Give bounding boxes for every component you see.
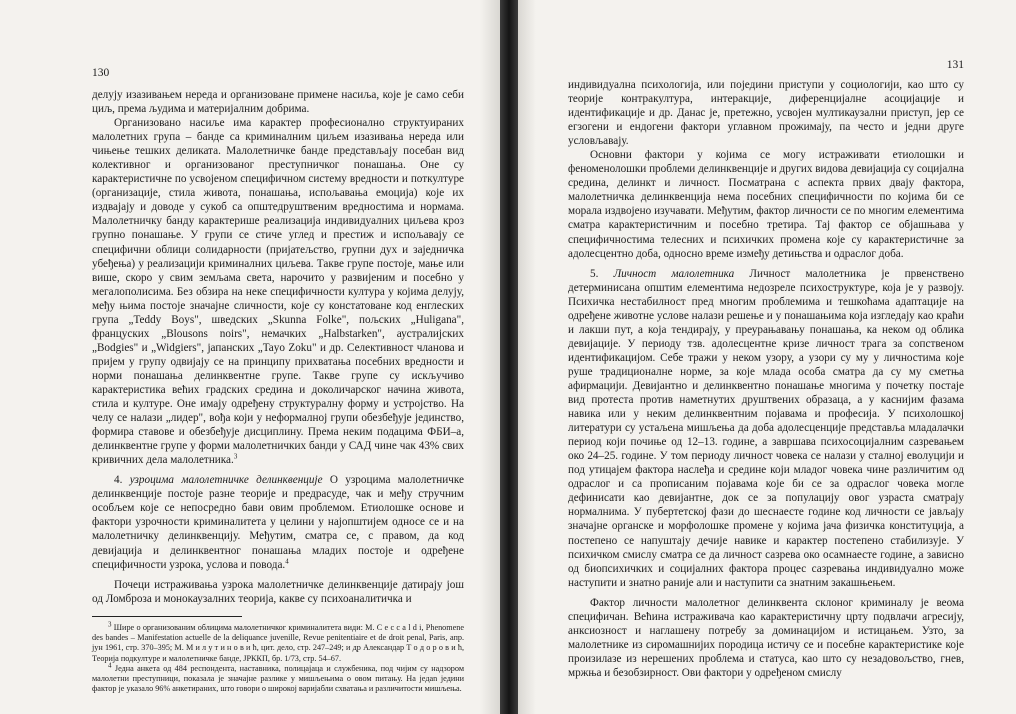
book-gutter [500, 0, 518, 714]
section-heading-italic: узроцима малолетничке делинквенције [129, 474, 323, 487]
paragraph: делују изазивањем нереда и организоване примене насиља, које је само себи циљ, према људима и материјалним добрима. [92, 89, 464, 116]
footnote-ref: 3 [233, 452, 238, 461]
footnote-ref: 4 [285, 556, 289, 565]
paragraph-personality [568, 267, 964, 590]
footnote-number: 4 [108, 661, 112, 670]
section-number: 5. [590, 267, 599, 280]
section-number: 4. [114, 474, 123, 487]
paragraph-text: Организовано насиље има карактер професионално структуираних малолетних група – банде са криминалним циљем изазивања нереда или чињење тешких деликата. Малолетничке банде представљају посебан вид колективног и организованог преступничког понашања. Оне су карактеристичне по усвојеном специфичном систему вредности и поткултуре (организације, стила живота, понашања, испољавања емоција) које их издвајају и доводе у сукоб са општедруштвеним вредностима и нормама. Малолетничку банду карактерише реализација индивидуалних циљева кроз групно понашање. У групи се стиче углед и престиж и испољавају се специфични облици солидарности (пријатељство, групни дух и заједничка убеђења) у реализацији криминалних циљева. Такве групе постоје, мање или више, скоро у свим земљама света, нарочито у развијеним и посебно у мегалополисима. Без обзира на неке специфичности култура у којима делују, међу њима постоје значајне сличности, које су констатоване код енглеских група „Teddy Boys", шведских „Skunna Folke", пољских „Huligana", француских „Blousons noirs", немачких „Halbstarken", аустралијских „Bodgies" и „Widgiers", јапанских „Tayo Zoku" и др. Селективност чланова и пријем у групу одвијају се на принципу прихватања посебних вредности и норми понашања делинквентне групе. Такве групе су искључиво карактеристика већих градских средина и доколичарског начина живота, стила и културе. Оне имају одређену структуралну форму и устројство. На челу се налази „лидер", вођа који у неформалној групи обезбеђује јединство, формира ставове и обезбеђује дисциплину. Према неким подацима ФБИ–а, делинквентне групе у форми малолетничких банди у САД чине чак 43% свих кривичних дела малолетника. [92, 117, 464, 467]
footnote-number: 3 [108, 619, 112, 628]
footnote-text: Шире о организованим облицима малолетничког криминалитета види: M. C e c c a l d i, Phenomene des bandes – Manifestation actuelle de la deliquance juvenille, Revue penitentiaire et de droit penal, Paris, апр. јун 1961, стр. 370–395; M. М и л у т и н о в и ћ, цит. дело, стр. 247–249; и др Александар Т о д о р о в и ћ, Теорија подкултуре и малолетничке банде, ЈРККП, бр. 1/73, стр. 54–67. [92, 622, 464, 663]
footnote-divider [92, 616, 242, 617]
page-number: 130 [92, 67, 110, 79]
paragraph: Фактор личности малолетног делинквента склоног криминалу је веома специфичан. Већина истраживача као карактеристичну црту подвлачи агресију, анксиозност и наглашену потребу за доминацијом и истицањем. Узто, за малолетнике из сиромашнијих породица истичу се и посебне карактеристике које произилазе из нерешених проблема и статуса, као што су незадовољство, гнев, мржња и безобзирност. Ови фактори у одређеном смислу [568, 596, 964, 679]
paragraph: Почеци истраживања узрока малолетничке делинквенције датирају још од Ломброза и монокаузалних теорија, какве су психоаналитичка и [92, 578, 464, 605]
footnote-text: Једна анкета од 484 респондента, наставника, полицајаца и службеника, под чијим су надзором малолетни преступници, показала је значајне разлике у мишљењима о овом питању. На једаn једини фактор је указало 96% анкетираних, што говори о широкој варијабли схватања и различитости мишљења. [92, 663, 465, 694]
paragraph-text: О узроцима малолетничке делинквенције постоје разне теорије и предрасуде, чак и међу стручним особљем које се непосредно бави овим проблемом. Етиолошке основе и фактори узрочности криминалитета у целини у најопштијем односе се и на малолетничку делинквенцију. Међутим, сматра се, с правом, да код девијација и делинквентног понашања младих постоје и одређене специфичности узрока, услова и повода. [92, 474, 464, 571]
footnote [92, 661, 465, 695]
left-page [0, 0, 500, 714]
paragraph: Основни фактори у којима се могу истраживати етиолошки и феноменолошки проблеми делинквенције и других видова девијација су социјална средина, делинкт и личност. Посматрана с аспекта првих двају фактора, малолетничка делинквенција нема посебних специфичности по којима би се морала издвојено изучавати. Међутим, фактор личности се по многим елементима сматра карактеристичним и посебно третира. Тај фактор се објашњава у специфичностима телесних и психичких промена које су карактеристичне за адолесцентно доба, односно време између детињства и одраслог доба. [568, 149, 964, 260]
footnote [92, 619, 464, 664]
section-heading-italic: Личност малолетника [613, 267, 735, 280]
footnotes [92, 619, 465, 695]
paragraph: индивидуална психологија, или поједини приступи у социологији, као што су теорије контракултура, интеракције, диференцијалне асоцијације и идентификације и др. Данас је, претежно, усвојен мултикаузални приступ, јер се егзогени и ендогени фактори углавном прожимају, па често и једни друге условљавају. [568, 79, 964, 148]
left-body-text [92, 88, 464, 606]
paragraph-text: Личност малолетника је првенствено детерминисана општим елементима недозреле психоструктуре, која је у развоју. Психичка нестабилност пред многим проблемима и тешкоћама адаптације на одређене животне услове налази решење и у понашањима која изгледају као краћи и лакши пут, а која тендирају, у преурањавању понашања, ка неком од облика девијације. У периоду тзв. адолесцентне кризе личност трага за сопственом идентификацијом. Себе тражи у неком узору, а узори су му у личностима које руше традиционалне норме, за које млада особа сматра да су му сметња афирмацији. Девијантно и делинквентно понашање многима у почетку постаје вид протеста против наметнутих друштвених образаца, а у каснијим фазама навика или у неким делинквентним појавама и професија. У психолошкој литератури су устаљена мишљења да доба адолесценције представља младалачки период који почиње од 12–13. године, а завршава психосоцијалним сазревањем око 24–25. године. У том периоду личност човека се налази у сталној еволуцији и под утицајем фактора наслеђа и средине који младог човека чине различитим од одраслог и са прописаним појавама које би се за одраслог човека могле дефинисати као девијантне, док се за популацију овог узраста сматрају нормалнима. У пубертетској фази до шеснаесте године код личности се јављају значајне органске и морфолошке промене у којима јача физичка конституција, а постепено се напуштају дечије навике и карактер постепено стабилизује. У психичком смислу сматра се да личност сазрева око осамнаесте године, а зависно од биопсихичких и социјалних фактора процес сазревања индивидуално може наступити и знатно раније али и наступити са знатним закашњењем. [568, 267, 964, 589]
right-body-text [568, 78, 964, 680]
right-page [518, 0, 1016, 714]
paragraph-causes [92, 473, 464, 571]
paragraph-organized-violence [92, 116, 464, 467]
page-number: 131 [946, 59, 964, 71]
